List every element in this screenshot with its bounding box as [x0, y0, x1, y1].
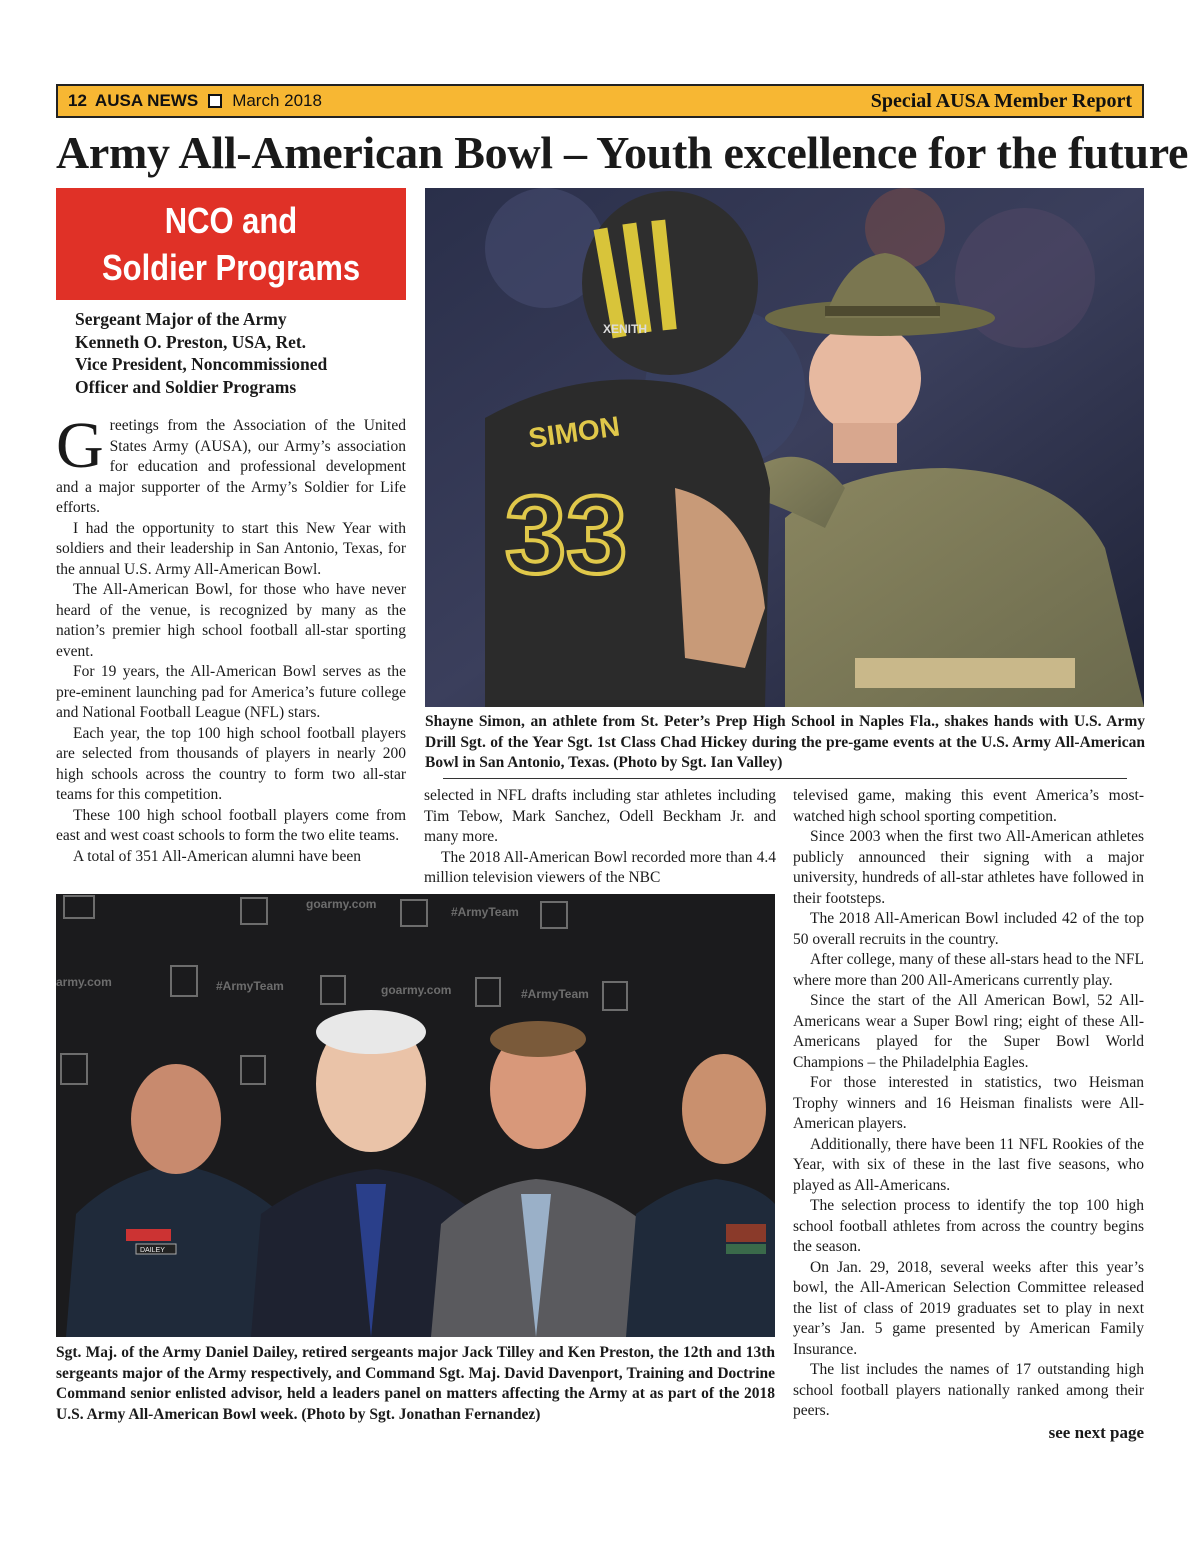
page-header [56, 84, 1144, 118]
article-paragraph: These 100 high school football players come from east and west coast schools to form the two elite teams. [56, 806, 406, 844]
byline-line: Officer and Soldier Programs [75, 376, 297, 397]
article-column-3 [793, 786, 1144, 1422]
article-paragraph: The 2018 All-American Bowl recorded more than 4.4 million television viewers of the NBC [424, 848, 776, 886]
article-paragraph: For 19 years, the All-American Bowl serves as the pre-eminent launching pad for America’s future college and National Football League (NFL) stars. [56, 663, 406, 721]
article-paragraph: Since the start of the All American Bowl, 52 All-Americans wear a Super Bowl ring; eight of these All-Americans played for the Super Bowl World Champions – the Philadelphia Eagles. [793, 992, 1144, 1071]
backdrop-text: #ArmyTeam [216, 979, 284, 993]
program-box-line1: NCO and [164, 200, 298, 241]
article-paragraph: For those interested in statistics, two Heisman Trophy winners and 16 Heisman finalists were All-American players. [793, 1074, 1144, 1132]
page-number: 12 [68, 91, 87, 110]
article-paragraph: I had the opportunity to start this New Year with soldiers and their leadership in San Antonio, Texas, for the annual U.S. Army All-American Bowl. [56, 519, 406, 578]
article-paragraph: After college, many of these all-stars head to the NFL where more than 200 All-Americans currently play. [793, 951, 1144, 989]
byline-line: Sergeant Major of the Army [75, 309, 287, 329]
article-paragraph: selected in NFL drafts including star athletes including Tim Tebow, Mark Sanchez, Odell Beckham Jr. and many more. [424, 787, 776, 845]
jersey-name: SIMON [526, 410, 622, 454]
headline: Army All-American Bowl – Youth excellence for the future [56, 127, 1189, 178]
header-left [68, 91, 322, 111]
publication-name: AUSA NEWS [94, 91, 199, 110]
article-paragraph: Greetings from the Association of the United States Army (AUSA), our Army’s association for education and professional development and a major supporter of the Army’s Soldier for Life efforts. [56, 409, 406, 516]
article-paragraph: Each year, the top 100 high school football players are selected from thousands of players in nearly 200 high schools across the country to form two all-star teams for this competition. [56, 724, 406, 803]
continue-link[interactable]: see next page [1048, 1423, 1144, 1442]
nametag-text: DAILEY [140, 1247, 165, 1254]
article-paragraph: The list includes the names of 17 outstanding high school football players nationally ranked among their peers. [793, 1361, 1144, 1419]
backdrop-text: goarmy.com [381, 983, 452, 997]
article-paragraph: The 2018 All-American Bowl included 42 of the top 50 overall recruits in the country. [793, 910, 1144, 948]
drop-cap: G [56, 409, 104, 482]
photo2-caption: Sgt. Maj. of the Army Daniel Dailey, retired sergeants major Jack Tilley and Ken Preston, the 12th and 13th sergeants major of the Army respectively, and Command Sgt. Maj. David Davenport, Training and Doctrine Command senior enlisted advisor, held a leaders panel on matters affecting the Army at as part of the 2018 U.S. Army All-American Bowl week. (Photo by Sgt. Jonathan Fernandez) [56, 1344, 775, 1423]
program-box [56, 188, 406, 300]
byline-line: Kenneth O. Preston, USA, Ret. [75, 331, 307, 352]
photo1-caption: Shayne Simon, an athlete from St. Peter’s Prep High School in Naples Fla., shakes hands with U.S. Army Drill Sgt. of the Year Sgt. 1st Class Chad Hickey during the pre-game events at the U.S. Army All-American Bowl in San Antonio, Texas. (Photo by Sgt. Ian Valley) [425, 713, 1145, 771]
byline [75, 308, 405, 398]
article-paragraph: Since 2003 when the first two All-American athletes publicly announced their signing with a major university, hundreds of all-star athletes have followed in their footsteps. [793, 828, 1144, 907]
article-column-1 [56, 409, 406, 867]
divider-rule [443, 778, 1127, 779]
article-paragraph: On Jan. 29, 2018, several weeks after this year’s bowl, the All-American Selection Committee released the list of class of 2019 graduates set to play in next year’s Jan. 5 game presented by American Family Insurance. [793, 1258, 1144, 1358]
article-paragraph: Additionally, there have been 11 NFL Rookies of the Year, with six of these in the last five seasons, who played as All-Americans. [793, 1135, 1144, 1194]
issue-date: March 2018 [232, 91, 322, 110]
photo-football-handshake [425, 188, 1144, 707]
program-box-line2: Soldier Programs [101, 247, 361, 288]
article-paragraph: A total of 351 All-American alumni have been [73, 847, 361, 865]
backdrop-text: army.com [56, 975, 112, 989]
article-paragraph: The selection process to identify the top 100 high school football athletes from across the country begins the season. [793, 1197, 1144, 1255]
backdrop-text: goarmy.com [306, 897, 377, 911]
article-paragraph: televised game, making this event America’s most-watched high school sporting competition. [793, 787, 1144, 825]
jersey-number: 33 [505, 474, 628, 597]
section-title: Special AUSA Member Report [870, 89, 1132, 112]
photo-leaders-panel [56, 894, 775, 1337]
byline-line: Vice President, Noncommissioned [75, 354, 328, 374]
backdrop-text: #ArmyTeam [451, 905, 519, 919]
article-column-2 [424, 786, 776, 889]
helmet-text: XENITH [603, 322, 648, 336]
article-paragraph: The All-American Bowl, for those who have never heard of the venue, is recognized by many as the nation’s premier high school football all-star sporting event. [56, 581, 406, 660]
square-icon [208, 94, 222, 108]
backdrop-text: #ArmyTeam [521, 987, 589, 1001]
